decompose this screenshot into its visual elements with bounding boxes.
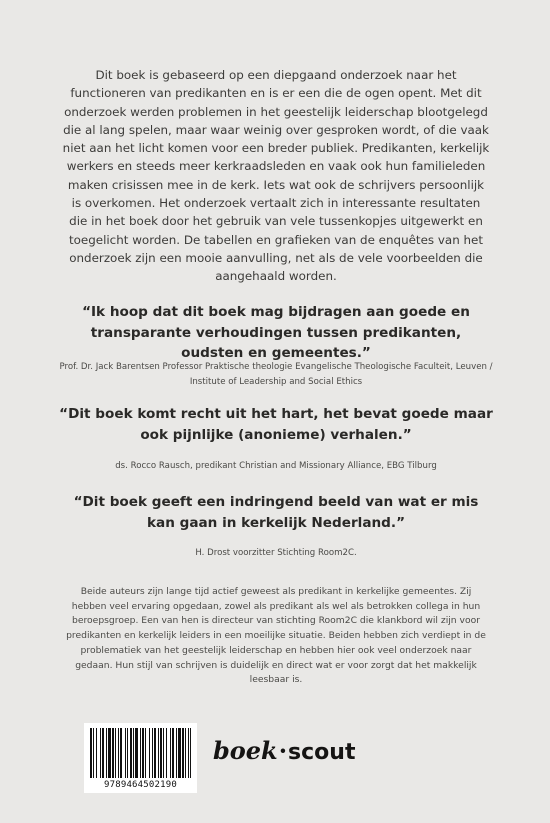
intro-paragraph: Dit boek is gebaseerd op een diepgaand onderzoek naar het functioneren van predikanten en is er een die de ogen opent. Met dit onderzoek werden problemen in het geestelijk leiderschap blootgelegd die al lang spelen, maar waar weinig over gesproken wordt, of die vaak niet aan het licht komen voor een breder publiek. Predikanten, kerkelijk werkers en steeds meer kerkraadsleden en vaak ook hun familieleden maken crisissen mee in de kerk. Iets wat ook de schrijvers persoonlijk is overkomen. Het onderzoek vertaalt zich in interessante resultaten die in het boek door het gebruik van vele tussenkopjes uitgewerkt en toegelicht worden. De tabellen en grafieken van de enquêtes van het onderzoek zijn een mooie aanvulling, net als de vele voorbeelden die aangehaald worden. bbox=[62, 68, 490, 284]
quote-2-attribution: ds. Rocco Rausch, predikant Christian and Missionary Alliance, EBG Tilburg bbox=[115, 461, 437, 471]
isbn-number: 9789464502190 bbox=[103, 780, 178, 790]
barcode-bars-icon bbox=[90, 728, 191, 778]
authors-paragraph: Beide auteurs zijn lange tijd actief geweest als predikant in kerkelijke gemeentes. Zij hebben veel ervaring opgedaan, zowel als predikant als wel als betrokken collega in hun beroepsgroep. Een van hen is directeur van stichting Room2C die klankbord wil zijn voor predikanten en kerkelijk leiders in een moeilijke situatie. Beiden hebben zich verdiept in de problematiek van het geestelijk leiderschap en hebben hier ook veel onderzoek naar gedaan. Hun stijl van schrijven is duidelijk en direct wat er voor zorgt dat het makkelijk leesbaar is. bbox=[66, 586, 486, 686]
quote-1: “Ik hoop dat dit boek mag bijdragen aan goede en transparante verhoudingen tussen predikanten, oudsten en gemeentes.” bbox=[82, 304, 470, 361]
quote-3: “Dit boek geeft een indringend beeld van wat er mis kan gaan in kerkelijk Nederland.” bbox=[73, 494, 479, 531]
publisher-logo-part2: scout bbox=[288, 740, 356, 765]
publisher-logo-part1: boek bbox=[213, 736, 278, 765]
quote-1-attribution: Prof. Dr. Jack Barentsen Professor Praktische theologie Evangelische Theologische Faculteit, Leuven / Institute of Leadership and Social Ethics bbox=[59, 362, 493, 387]
publisher-logo-separator: · bbox=[278, 736, 288, 765]
isbn-barcode bbox=[84, 723, 197, 793]
quote-3-attribution: H. Drost voorzitter Stichting Room2C. bbox=[195, 548, 357, 558]
quote-2: “Dit boek komt recht uit het hart, het bevat goede maar ook pijnlijke (anonieme) verhalen.” bbox=[59, 406, 493, 443]
publisher-logo bbox=[213, 736, 355, 765]
